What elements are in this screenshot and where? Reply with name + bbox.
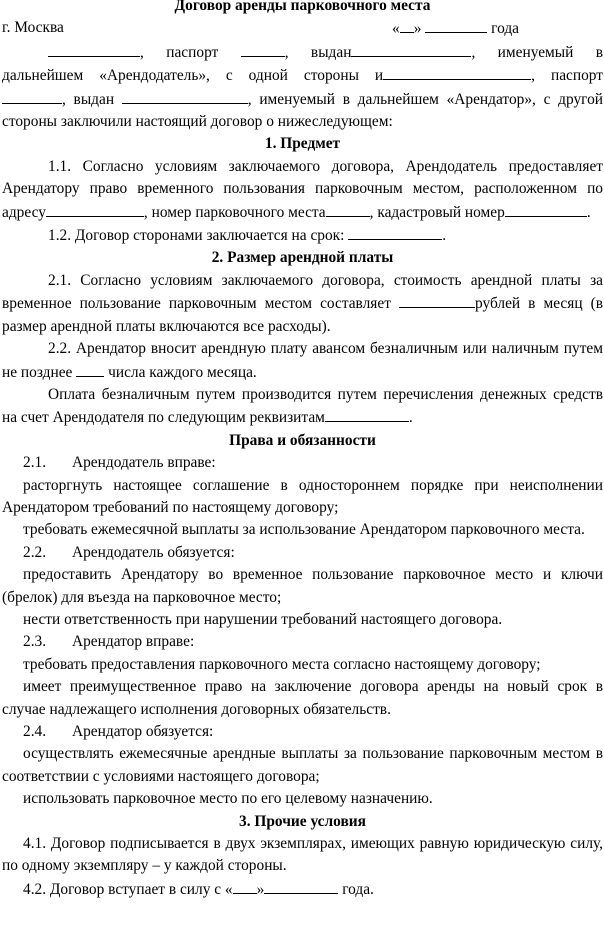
item-2-3: 2.3. Арендатор вправе: bbox=[23, 633, 195, 651]
place-number-blank bbox=[326, 201, 370, 217]
start-day-blank bbox=[233, 878, 257, 894]
date-line: « » года bbox=[392, 17, 519, 40]
city: г. Москва bbox=[2, 19, 64, 37]
item-2-4-b: использовать парковочное место по его целевому назначению. bbox=[23, 790, 433, 808]
section-4-heading: 3. Прочие условия bbox=[239, 812, 366, 830]
item-2-1-a: расторгнуть настоящее соглашение в одностороннем порядке при неисполнении Арендатором требований по настоящему договору; bbox=[2, 476, 603, 516]
document-title: Договор аренды парковочного места bbox=[174, 0, 431, 14]
intro-line-2: дальнейшем «Арендодатель», с одной стороны и , паспорт bbox=[2, 64, 603, 87]
date-month-blank bbox=[425, 17, 487, 33]
item-2-2-a: предоставить Арендатору во временное пользование парковочное место и ключи (брелок) для въезда на парковочное место; bbox=[2, 566, 603, 606]
tenant-passport-blank bbox=[2, 88, 62, 104]
item-2-1-b: требовать ежемесячной выплаты за использование Арендатором парковочного места. bbox=[23, 521, 585, 539]
item-2-1: 2.1. Арендодатель вправе: bbox=[23, 454, 216, 472]
landlord-issued-blank bbox=[351, 41, 471, 57]
clause-1-2: 1.2. Договор сторонами заключается на срок: . bbox=[2, 224, 603, 247]
clause-1-1: 1.1. Согласно условиям заключаемого договора, Арендодатель предоставляет Арендатору право временного пользования парковочным местом, расположенном по адресу , номер парковочного места , кадастровый номер . bbox=[2, 157, 603, 221]
requisites-blank bbox=[325, 406, 409, 422]
item-2-2: 2.2. Арендодатель обязуется: bbox=[23, 543, 235, 561]
clause-4-2: 4.2. Договор вступает в силу с « » года. bbox=[2, 878, 603, 901]
clause-2-3: Оплата безналичным путем производится путем перечисления денежных средств на счет Арендодателя по следующим реквизитам . bbox=[2, 385, 603, 427]
clause-2-1: 2.1. Согласно условиям заключаемого договора, стоимость арендной платы за временное пользование парковочным местом составляет рублей в месяц (в размер арендной платы включаются все расходы). bbox=[2, 271, 603, 335]
intro-rest: , выдан , именуемый в дальнейшем «Арендатор», с другой стороны заключили настоящий договор о нижеследующем: bbox=[2, 88, 603, 134]
item-2-3-a: требовать предоставления парковочного места согласно настоящему договору; bbox=[23, 655, 541, 673]
item-2-4-a: осуществлять ежемесячные арендные выплаты за пользование парковочным местом в соответствии с условиями настоящего договора; bbox=[2, 745, 603, 785]
tenant-name-blank bbox=[383, 64, 531, 80]
section-3-heading: Права и обязанности bbox=[229, 431, 376, 449]
landlord-name-blank bbox=[48, 41, 140, 57]
item-2-4: 2.4. Арендатор обязуется: bbox=[23, 723, 214, 740]
payment-day-blank bbox=[76, 361, 104, 377]
landlord-passport-blank bbox=[241, 41, 285, 57]
date-day-blank bbox=[400, 17, 414, 33]
rent-amount-blank bbox=[399, 292, 475, 308]
term-blank bbox=[348, 224, 442, 240]
intro-line-1: , паспорт , выдан , именуемый в bbox=[2, 41, 603, 64]
address-blank bbox=[46, 201, 144, 217]
clause-2-2: 2.2. Арендатор вносит арендную плату авансом безналичным или наличным путем не позднее числа каждого месяца. bbox=[2, 340, 603, 381]
tenant-issued-blank bbox=[122, 88, 248, 104]
section-1-heading: 1. Предмет bbox=[264, 135, 341, 153]
item-2-2-b: нести ответственность при нарушении требований настоящего договора. bbox=[23, 610, 503, 628]
start-month-blank bbox=[264, 878, 338, 894]
clause-4-1: 4.1. Договор подписывается в двух экземплярах, имеющих равную юридическую силу, по одному экземпляру – у каждой стороны. bbox=[2, 835, 603, 875]
section-2-heading: 2. Размер арендной платы bbox=[211, 249, 394, 267]
place-date-line bbox=[2, 17, 603, 40]
cadastral-blank bbox=[505, 201, 587, 217]
item-2-3-b: имеет преимущественное право на заключение договора аренды на новый срок в случае надлежащего исполнения договорных обязательств. bbox=[2, 678, 603, 718]
